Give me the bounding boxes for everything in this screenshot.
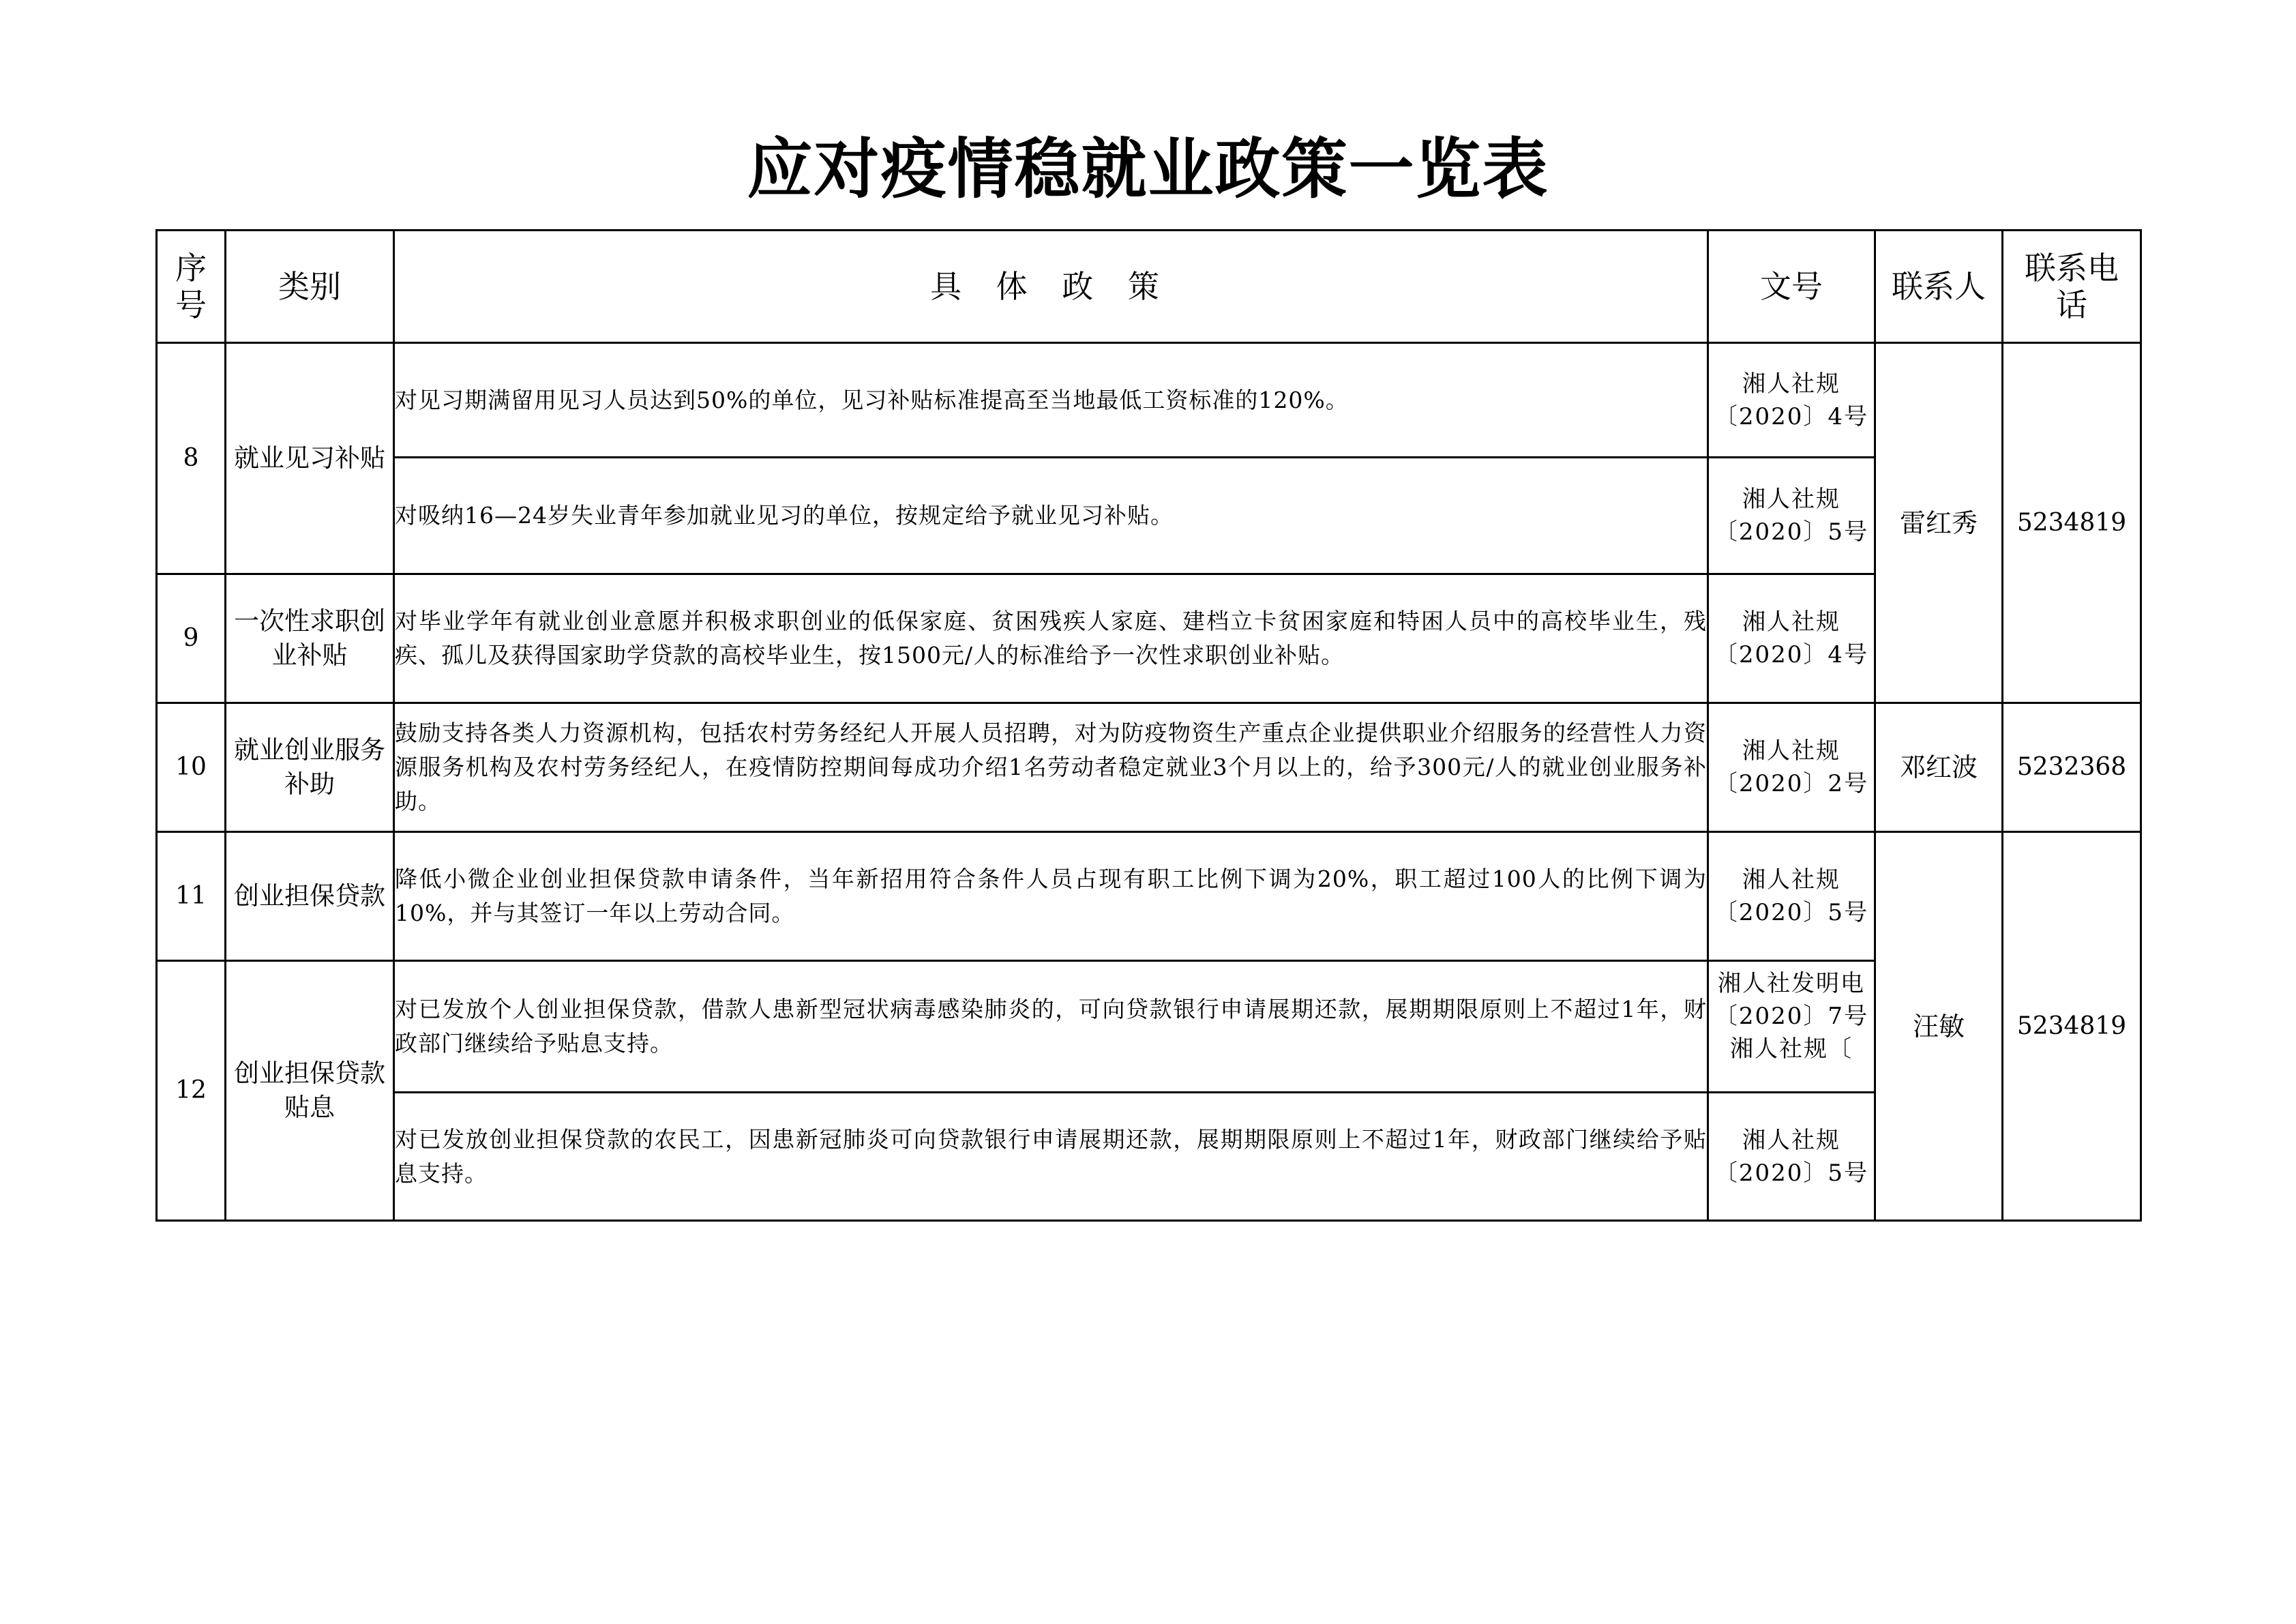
category-cell: 创业担保贷款贴息 [226, 961, 394, 1221]
seq-cell: 12 [157, 961, 226, 1221]
table-row [157, 961, 2141, 1093]
phone-cell: 5234819 [2003, 832, 2141, 1221]
policy-table [155, 229, 2142, 1222]
table-row [157, 458, 2141, 574]
category-cell: 就业见习补贴 [226, 343, 394, 574]
contact-cell: 邓红波 [1875, 703, 2003, 832]
header-policy: 具 体 政 策 [394, 231, 1708, 343]
header-category: 类别 [226, 231, 394, 343]
table-row [157, 832, 2141, 961]
header-phone [2003, 231, 2141, 343]
phone-cell: 5232368 [2003, 703, 2141, 832]
header-phone-line2: 话 [2056, 286, 2087, 323]
policy-cell: 对已发放创业担保贷款的农民工，因患新冠肺炎可向贷款银行申请展期还款，展期期限原则上不超过1年，财政部门继续给予贴息支持。 [394, 1093, 1708, 1221]
table-header-row [157, 231, 2141, 343]
doc-no-text: 湘人社发明电〔2020〕7号湘人社规〔 [1714, 970, 1869, 1063]
doc-no-cell: 湘人社规〔2020〕5号 [1708, 458, 1875, 574]
category-cell: 一次性求职创业补贴 [226, 574, 394, 703]
table-row [157, 1093, 2141, 1221]
policy-cell: 对毕业学年有就业创业意愿并积极求职创业的低保家庭、贫困残疾人家庭、建档立卡贫困家庭和特困人员中的高校毕业生，残疾、孤儿及获得国家助学贷款的高校毕业生，按1500元/人的标准给予一次性求职创业补贴。 [394, 574, 1708, 703]
doc-no-cell: 湘人社规〔2020〕4号 [1708, 574, 1875, 703]
header-seq-line1: 序 [175, 250, 207, 286]
policy-cell: 降低小微企业创业担保贷款申请条件，当年新招用符合条件人员占现有职工比例下调为20%，职工超过100人的比例下调为10%，并与其签订一年以上劳动合同。 [394, 832, 1708, 961]
page-title: 应对疫情稳就业政策一览表 [747, 131, 1549, 207]
policy-cell: 对已发放个人创业担保贷款，借款人患新型冠状病毒感染肺炎的，可向贷款银行申请展期还款，展期期限原则上不超过1年，财政部门继续给予贴息支持。 [394, 961, 1708, 1093]
phone-cell: 5234819 [2003, 343, 2141, 703]
doc-no-cell: 湘人社规〔2020〕4号 [1708, 343, 1875, 458]
seq-cell: 10 [157, 703, 226, 832]
doc-no-cell [1708, 961, 1875, 1093]
category-cell: 就业创业服务补助 [226, 703, 394, 832]
header-doc-no: 文号 [1708, 231, 1875, 343]
doc-no-cell: 湘人社规〔2020〕5号 [1708, 1093, 1875, 1221]
header-seq-line2: 号 [175, 286, 207, 323]
policy-cell: 对吸纳16—24岁失业青年参加就业见习的单位，按规定给予就业见习补贴。 [394, 458, 1708, 574]
doc-no-cell: 湘人社规〔2020〕5号 [1708, 832, 1875, 961]
policy-cell: 对见习期满留用见习人员达到50%的单位，见习补贴标准提高至当地最低工资标准的120%。 [394, 343, 1708, 458]
seq-cell: 11 [157, 832, 226, 961]
table-row [157, 343, 2141, 458]
contact-cell: 雷红秀 [1875, 343, 2003, 703]
header-contact: 联系人 [1875, 231, 2003, 343]
category-cell: 创业担保贷款 [226, 832, 394, 961]
seq-cell: 9 [157, 574, 226, 703]
seq-cell: 8 [157, 343, 226, 574]
header-seq [157, 231, 226, 343]
policy-cell: 鼓励支持各类人力资源机构，包括农村劳务经纪人开展人员招聘，对为防疫物资生产重点企业提供职业介绍服务的经营性人力资源服务机构及农村劳务经纪人，在疫情防控期间每成功介绍1名劳动者稳定就业3个月以上的，给予300元/人的就业创业服务补助。 [394, 703, 1708, 832]
contact-cell: 汪敏 [1875, 832, 2003, 1221]
header-phone-line1: 联系电 [2025, 250, 2119, 286]
table-row [157, 703, 2141, 832]
table-row [157, 574, 2141, 703]
doc-no-cell: 湘人社规〔2020〕2号 [1708, 703, 1875, 832]
